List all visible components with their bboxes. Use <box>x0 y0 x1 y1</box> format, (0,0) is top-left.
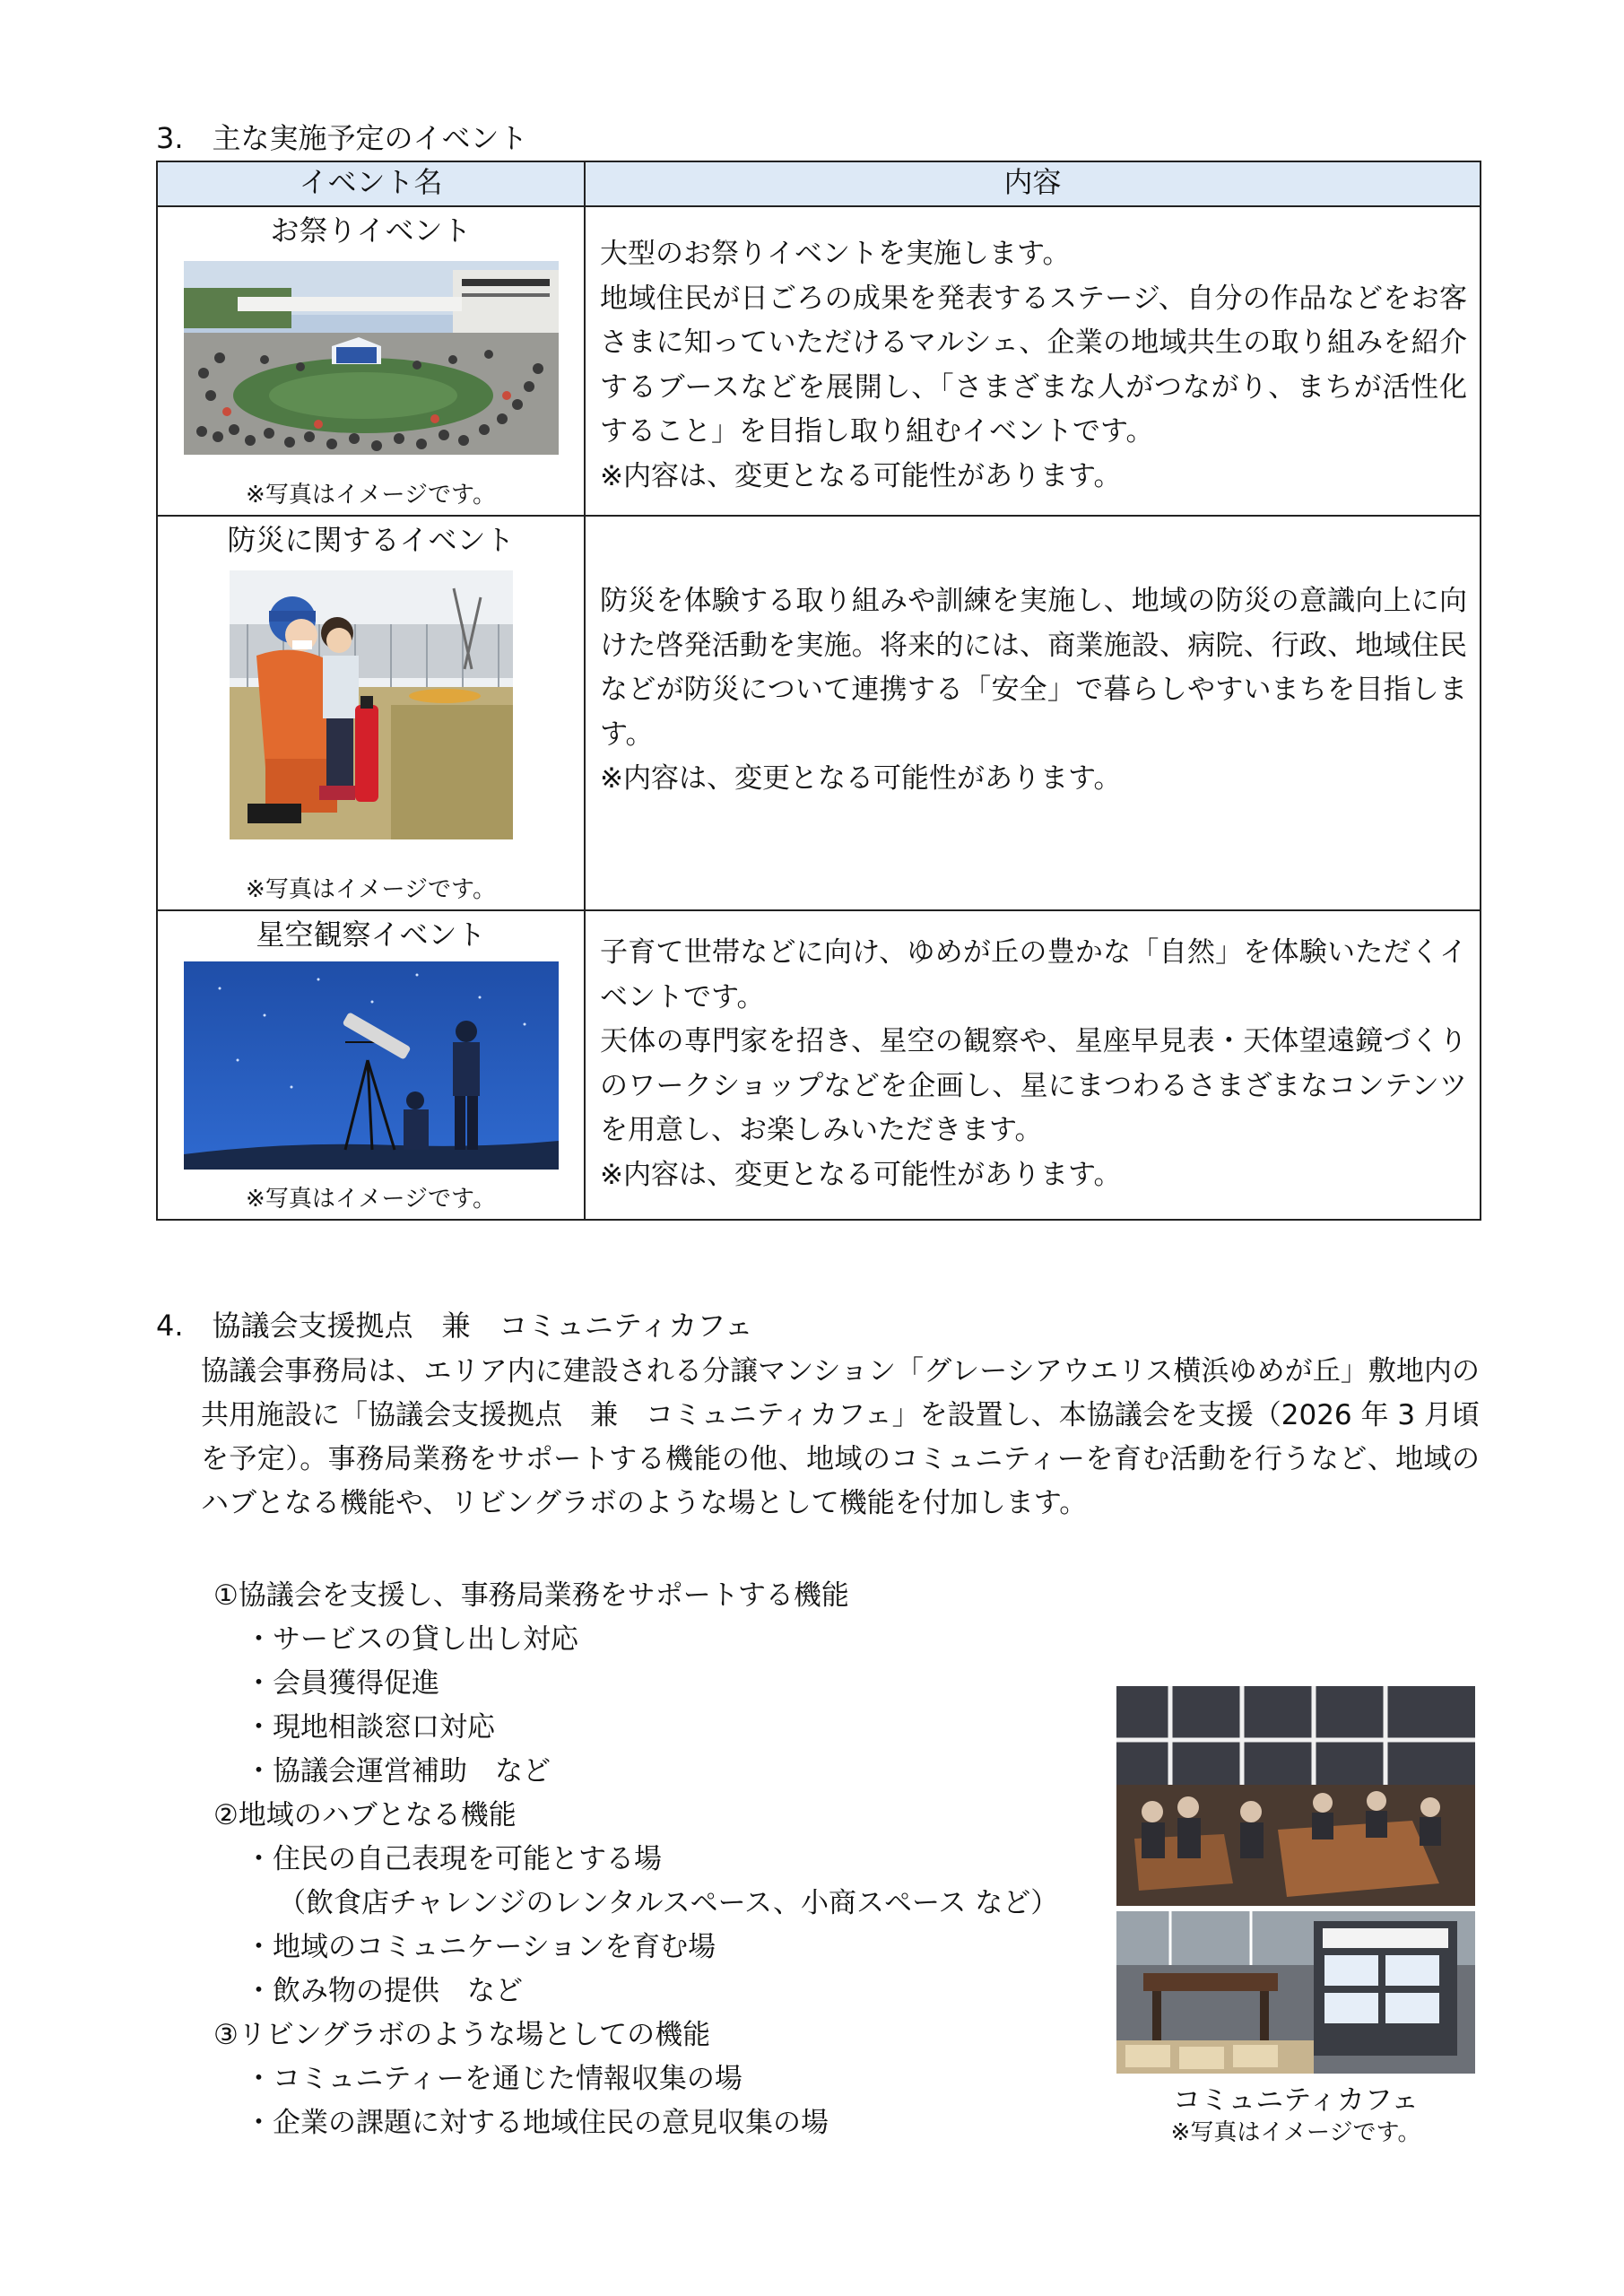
description-line: 大型のお祭りイベントを実施します。 <box>600 238 1071 270</box>
event-description <box>586 207 1480 499</box>
photo-note: ※写真はイメージです。 <box>1170 2119 1421 2146</box>
cafe-photo-caption: コミュニティカフェ <box>1172 2084 1420 2117</box>
list-item: ・企業の課題に対する地域住民の意見収集の場 <box>245 2107 829 2139</box>
list-item: ・地域のコミュニケーションを育む場 <box>245 1931 716 1963</box>
section4-body <box>201 1350 1480 1526</box>
description-line: ※内容は、変更となる可能性があります。 <box>600 459 1122 492</box>
function-title: ③リビングラボのような場としての機能 <box>213 2019 711 2051</box>
disaster-drill-photo <box>230 570 513 839</box>
function-title: ②地域のハブとなる機能 <box>213 1799 517 1831</box>
function-title: ①協議会を支援し、事務局業務をサポートする機能 <box>213 1579 849 1612</box>
column-header-content: 内容 <box>585 161 1481 206</box>
list-item: ・サービスの貸し出し対応 <box>245 1623 578 1656</box>
stargazing-photo <box>184 961 559 1170</box>
photo-note: ※写真はイメージです。 <box>246 1186 496 1213</box>
event-name-cell <box>157 516 585 910</box>
event-description <box>586 517 1480 802</box>
list-item: ・協議会運営補助 など <box>245 1755 551 1787</box>
event-name: お祭りイベント <box>270 213 472 248</box>
community-cafe-photo <box>1116 1686 1475 2074</box>
function-list <box>213 1574 1058 2145</box>
section4-paragraph: 協議会事務局は、エリア内に建設される分譲マンション「グレーシアウエリス横浜ゆめが丘」敷地内の共用施設に「協議会支援拠点 兼 コミュニティカフェ」を設置し、本協議会を支援（2026 年 3 月頃を予定）。事務局業務をサポートする機能の他、地域のコミュニティーを育む活動を行うなど、地域のハブとなる機能や、リビングラボのような場として機能を付加します。 <box>201 1355 1480 1519</box>
photo-note: ※写真はイメージです。 <box>246 482 496 509</box>
event-content-cell <box>585 206 1481 516</box>
description-line: 地域住民が日ごろの成果を発表するステージ、自分の作品などをお客さまに知っていただけるマルシェ、企業の地域共生の取り組みを紹介するブースなどを展開し、「さまざまな人がつながり、まちが活性化すること」を目指し取り組むイベントです。 <box>600 282 1467 448</box>
list-item: ・住民の自己表現を可能とする場 <box>245 1843 662 1875</box>
description-line: ※内容は、変更となる可能性があります。 <box>600 762 1122 795</box>
event-content-cell <box>585 910 1481 1220</box>
table-row <box>157 516 1481 910</box>
event-description <box>586 911 1480 1197</box>
events-table <box>156 161 1481 1221</box>
table-header-row <box>157 161 1481 206</box>
table-row <box>157 910 1481 1220</box>
list-item: ・コミュニティーを通じた情報収集の場 <box>245 2063 743 2095</box>
column-header-event-name: イベント名 <box>157 161 585 206</box>
festival-photo <box>184 261 559 455</box>
table-row <box>157 206 1481 516</box>
photo-note: ※写真はイメージです。 <box>246 876 496 903</box>
list-item: （飲食店チャレンジのレンタルスペース、小商スペース など） <box>278 1887 1059 1919</box>
description-line: 防災を体験する取り組みや訓練を実施し、地域の防災の意識向上に向けた啓発活動を実施。将来的には、商業施設、病院、行政、地域住民などが防災について連携する「安全」で暮らしやすいまちを目指します。 <box>600 585 1467 751</box>
description-line: 天体の専門家を招き、星空の観察や、星座早見表・天体望遠鏡づくりのワークショップなどを企画し、星にまつわるさまざまなコンテンツを用意し、お楽しみいただきます。 <box>600 1025 1467 1146</box>
description-line: ※内容は、変更となる可能性があります。 <box>600 1158 1122 1191</box>
event-content-cell <box>585 516 1481 910</box>
event-name-cell <box>157 910 585 1220</box>
section3-heading: 3. 主な実施予定のイベント <box>156 121 528 155</box>
list-item: ・飲み物の提供 など <box>245 1975 523 2007</box>
section4-heading: 4. 協議会支援拠点 兼 コミュニティカフェ <box>156 1309 753 1343</box>
event-name: 星空観察イベント <box>256 918 486 952</box>
event-name: 防災に関するイベント <box>227 523 515 557</box>
event-name-cell <box>157 206 585 516</box>
list-item: ・現地相談窓口対応 <box>245 1711 495 1744</box>
list-item: ・会員獲得促進 <box>245 1667 439 1700</box>
description-line: 子育て世帯などに向け、ゆめが丘の豊かな「自然」を体験いただくイベントです。 <box>600 936 1467 1013</box>
